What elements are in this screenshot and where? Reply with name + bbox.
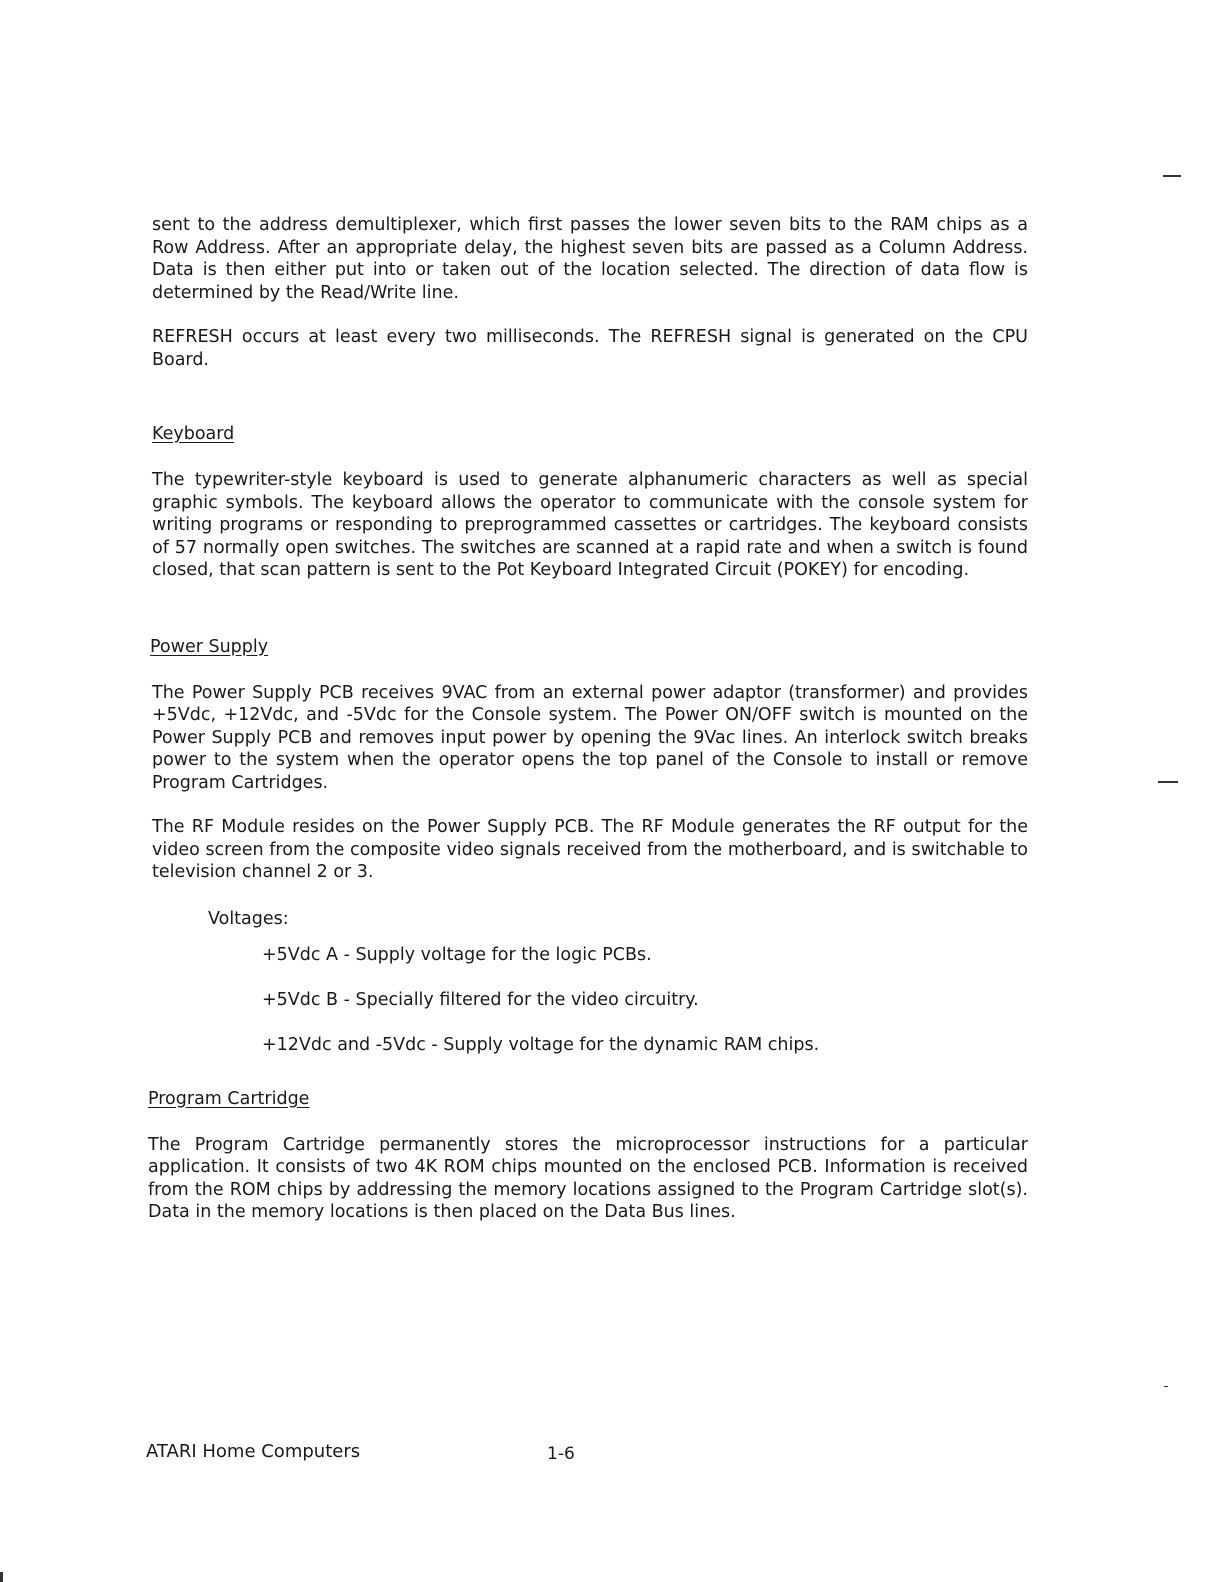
power-supply-heading: Power Supply	[150, 636, 269, 657]
keyboard-heading: Keyboard	[152, 424, 235, 444]
intro-continued-paragraph: sent to the address demultiplexer, which first passes the lower seven bits to the RAM chips as a Row Address. After an appropriate delay, the highest seven bits are passed as a Column Address. Data is then either put into or taken out of the location selected. The direction of data flow is determined by the Read/Write line.	[152, 215, 1028, 303]
program-cartridge-heading: Program Cartridge	[148, 1088, 310, 1109]
rf-module-paragraph: The RF Module resides on the Power Supply PCB. The RF Module generates the RF output for the video screen from the composite video signals received from the motherboard, and is switchable to television channel 2 or 3.	[152, 817, 1028, 882]
program-cartridge-paragraph: The Program Cartridge permanently stores the microprocessor instructions for a particular application. It consists of two 4K ROM chips mounted on the enclosed PCB. Information is received from the ROM chips by addressing the memory locations assigned to the Program Cartridge slot(s). Data in the memory locations is then placed on the Data Bus lines.	[148, 1134, 1028, 1222]
refresh-paragraph: REFRESH occurs at least every two milliseconds. The REFRESH signal is generated on the CPU Board.	[152, 327, 1028, 370]
voltage-item: +5Vdc B - Specially filtered for the video circuitry.	[262, 989, 699, 1010]
main-text-column	[148, 214, 1028, 1224]
voltage-item: +5Vdc A - Supply voltage for the logic PCBs.	[262, 944, 652, 965]
keyboard-paragraph: The typewriter-style keyboard is used to generate alphanumeric characters as well as special graphic symbols. The keyboard allows the operator to communicate with the console system for writing programs or responding to preprogrammed cassettes or cartridges. The keyboard consists of 57 normally open switches. The switches are scanned at a rapid rate and when a switch is found closed, that scan pattern is sent to the Pot Keyboard Integrated Circuit (POKEY) for encoding.	[152, 470, 1028, 580]
margin-mark	[1158, 781, 1178, 783]
margin-mark	[0, 1572, 3, 1582]
page-number: 1-6	[547, 1444, 575, 1464]
footer-title: ATARI Home Computers	[146, 1441, 361, 1462]
margin-mark	[1163, 175, 1181, 177]
voltages-label: Voltages:	[208, 908, 289, 929]
power-supply-paragraph-1: The Power Supply PCB receives 9VAC from an external power adaptor (transformer) and provides +5Vdc, +12Vdc, and -5Vdc for the Console system. The Power ON/OFF switch is mounted on the Power Supply PCB and removes input power by opening the 9Vac lines. An interlock switch breaks power to the system when the operator opens the top panel of the Console to install or remove Program Cartridges.	[152, 682, 1028, 793]
margin-mark	[1164, 1386, 1168, 1387]
voltage-item: +12Vdc and -5Vdc - Supply voltage for the dynamic RAM chips.	[262, 1034, 820, 1055]
